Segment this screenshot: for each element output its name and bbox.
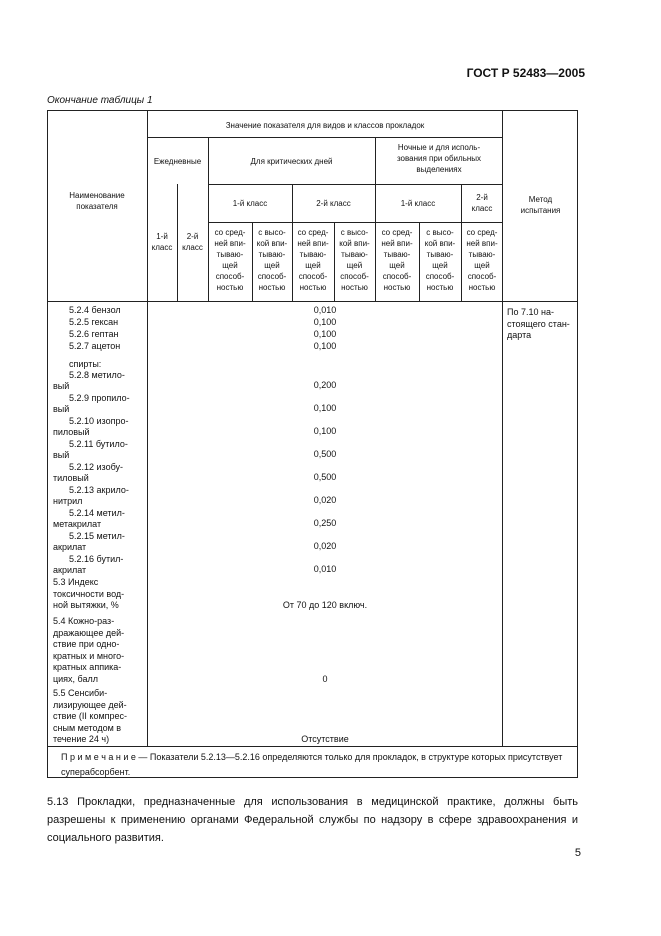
hdr-line-1: [147, 137, 503, 138]
row-value: 0,100: [313, 426, 337, 436]
sub-critical1-medium: со сред- ней впи- тываю- щей способ- ностью: [214, 228, 246, 292]
page-number: 5: [574, 847, 581, 859]
night-class2: 2-й класс: [471, 193, 493, 213]
sub-night1-medium: со сред- ней впи- тываю- щей способ- ностью: [381, 228, 413, 292]
group-critical: Для критических дней: [250, 157, 333, 166]
row-value: 0,010: [313, 305, 337, 315]
table-note: П р и м е ч а н и е — Показатели 5.2.13—5.2.16 определяются только для прокладок, в структуре которых присутствует суперабсорбент.: [61, 752, 563, 777]
row-value: 0,020: [313, 541, 337, 551]
header-separator: [47, 301, 578, 302]
row-name-sensitization: 5.5 Сенсиби- лизирующее дей- ствие (II компрес- сным методом в течение 24 ч): [53, 688, 128, 744]
row-name: 5.2.16 бутил-: [69, 554, 124, 564]
row-value: 0,100: [313, 329, 337, 339]
row-value: 0,100: [313, 341, 337, 351]
row-value: 0,100: [313, 403, 337, 413]
method-text: По 7.10 на- стоящего стан- дарта: [507, 307, 570, 340]
col-header-method: Метод испытания: [520, 195, 561, 215]
row-value: 0,020: [313, 495, 337, 505]
row-name: 5.2.15 метил-: [69, 531, 125, 541]
row-name: вый: [53, 381, 70, 391]
daily-class1: 1-й класс: [151, 232, 173, 252]
paragraph-5-13: 5.13 Прокладки, предназначенные для использования в медицинской практике, должны быть разрешены к применению органами Федеральной службы по надзору в сфере здравоохранения и социального развития.: [47, 796, 578, 844]
critical-class2: 2-й класс: [316, 199, 351, 208]
col-header-name: Наименование показателя: [69, 191, 125, 211]
row-name: акрилат: [53, 542, 87, 552]
row-name: 5.2.10 изопро-: [69, 416, 129, 426]
row-name: 5.2.11 бутило-: [69, 439, 128, 449]
row-name: пиловый: [53, 427, 90, 437]
sub-critical1-high: с высо- кой впи- тываю- щей способ- ностью: [256, 228, 288, 292]
row-value: 0,010: [313, 564, 337, 574]
row-value: 0,250: [313, 518, 337, 528]
row-name: 5.2.6 гептан: [69, 329, 119, 339]
sub-night2-medium: со сред- ней впи- тываю- щей способ- ностью: [466, 228, 498, 292]
group-daily: Ежедневные: [153, 157, 202, 166]
row-name: 5.2.9 пропило-: [69, 393, 130, 403]
row-value-skin: 0: [322, 674, 328, 684]
row-name: тиловый: [53, 473, 89, 483]
row-name: 5.2.7 ацетон: [69, 341, 121, 351]
row-value: 0,100: [313, 317, 337, 327]
spec-table: [47, 110, 578, 778]
row-name: нитрил: [53, 496, 83, 506]
row-name-skin: 5.4 Кожно-раз- дражающее дей- ствие при одно- кратных и много- кратных аппика- циях, балл: [53, 616, 125, 684]
row-name: акрилат: [53, 565, 87, 575]
daily-class2: 2-й класс: [182, 232, 203, 252]
row-name: вый: [53, 450, 70, 460]
row-name: 5.2.14 метил-: [69, 508, 125, 518]
row-value: 0,200: [313, 380, 337, 390]
document-id: ГОСТ Р 52483—2005: [466, 66, 585, 80]
row-name: вый: [53, 404, 70, 414]
table-border-top: [47, 110, 578, 111]
row-value: 0,500: [313, 472, 337, 482]
critical-class1: 1-й класс: [232, 199, 268, 208]
sub-critical2-medium: со сред- ней впи- тываю- щей способ- ностью: [297, 228, 329, 292]
row-name-toxicity: 5.3 Индекс токсичности вод- ной вытяжки, %: [53, 577, 125, 610]
row-value: 0,500: [313, 449, 337, 459]
group-night: Ночные и для исполь- зования при обильных выделениях: [396, 143, 482, 174]
row-value-toxicity: От 70 до 120 включ.: [282, 600, 368, 610]
row-name: метакрилат: [53, 519, 102, 529]
col-header-values: Значение показателя для видов и классов прокладок: [225, 121, 425, 130]
row-value-sensitization: Отсутствие: [301, 734, 349, 744]
row-name: 5.2.4 бензол: [69, 305, 121, 315]
row-name: 5.2.12 изобу-: [69, 462, 124, 472]
row-name: спирты:: [69, 359, 102, 369]
note-separator: [47, 746, 578, 747]
row-name: 5.2.5 гексан: [69, 317, 119, 327]
sub-critical2-high: с высо- кой впи- тываю- щей способ- ностью: [339, 228, 370, 292]
hdr-line-2: [208, 184, 503, 185]
row-name: 5.2.8 метило-: [69, 370, 125, 380]
sub-night1-high: с высо- кой впи- тываю- щей способ- ностью: [424, 228, 456, 292]
row-name: 5.2.13 акрило-: [69, 485, 129, 495]
table-caption: Окончание таблицы 1: [47, 95, 153, 106]
night-class1: 1-й класс: [400, 199, 436, 208]
